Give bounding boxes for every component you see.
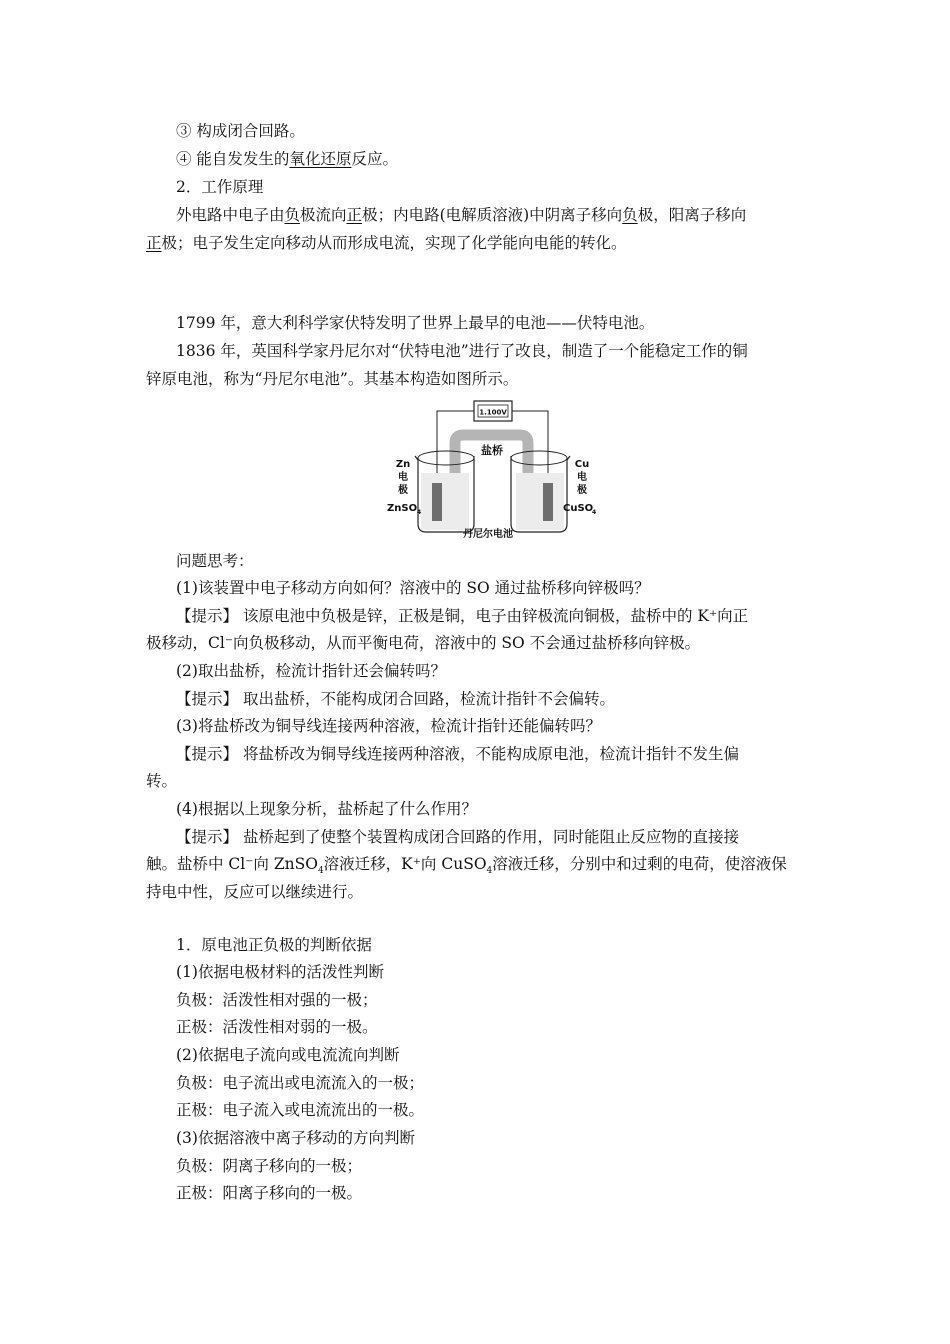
- zinc-electrode: [432, 483, 442, 521]
- cuso4-label: CuSO: [563, 503, 594, 514]
- text: 极流向: [300, 206, 347, 224]
- answer-2: [176, 688, 810, 710]
- condition-text: ④ 能自发发生的: [176, 150, 290, 168]
- principle-line-1: [176, 204, 810, 226]
- blank-answer: 负: [622, 206, 638, 224]
- answer-3-line-1: [176, 743, 810, 765]
- answer-text: 该原电池中负极是锌，正极是铜，电子由锌极流向铜极，盐桥中的 K⁺向正: [238, 607, 749, 625]
- answer-4-line-2: [146, 853, 810, 882]
- znso4-solution: [421, 473, 469, 530]
- answer-4-line-1: [176, 826, 810, 848]
- subscript: 4: [417, 509, 422, 516]
- questions-intro: 问题思考：: [176, 552, 254, 570]
- subscript: 4: [317, 866, 324, 877]
- section-heading-judgement: 1．原电池正负极的判断依据: [176, 936, 372, 954]
- cu-label: Cu: [574, 459, 590, 470]
- cu-label: 电: [577, 472, 587, 483]
- underlined-term: 氧化还原: [289, 150, 352, 168]
- judgement-negative-3: 负极：阴离子移向的一极；: [176, 1157, 363, 1175]
- judgement-negative-2: 负极：电子流出或电流流入的一极；: [176, 1074, 425, 1092]
- blank-answer: 正: [146, 234, 162, 252]
- meter-reading: 1.100V: [479, 408, 507, 417]
- left-beaker-rim: [418, 451, 474, 465]
- principle-line-2: [146, 232, 810, 254]
- answer-1-line-1: [176, 605, 810, 627]
- answer-text: 触。盐桥中 Cl⁻向 ZnSO: [146, 855, 318, 873]
- text: 极；内电路(电解质溶液)中阴离子移向: [362, 206, 623, 224]
- tip-label: 【提示】: [176, 828, 239, 846]
- copper-electrode: [543, 483, 553, 521]
- judgement-negative-1: 负极：活泼性相对强的一极；: [176, 991, 378, 1009]
- subscript: 4: [592, 509, 597, 516]
- history-paragraph-2-line-2: 锌原电池，称为“丹尼尔电池”。其基本构造如图所示。: [146, 370, 519, 388]
- zn-label: Zn: [395, 459, 411, 470]
- question-4: (4)根据以上现象分析，盐桥起了什么作用？: [176, 800, 477, 818]
- tip-label: 【提示】: [176, 607, 239, 625]
- tip-label: 【提示】: [176, 690, 239, 708]
- subscript: 4: [486, 866, 493, 877]
- condition-text: ③ 构成闭合回路。: [176, 122, 305, 140]
- judgement-criterion-1: (1)依据电极材料的活泼性判断: [176, 963, 384, 981]
- answer-4-line-3: 持电中性，反应可以继续进行。: [146, 883, 364, 901]
- cu-label: 极: [577, 485, 587, 496]
- history-paragraph-1: 1799 年，意大利科学家伏特发明了世界上最早的电池——伏特电池。: [176, 314, 655, 332]
- text: 外电路中电子由: [176, 206, 285, 224]
- tip-label: 【提示】: [176, 745, 239, 763]
- blank-answer: 负: [284, 206, 301, 224]
- question-3: (3)将盐桥改为铜导线连接两种溶液，检流计指针还能偏转吗？: [176, 717, 601, 735]
- right-beaker-rim: [511, 451, 567, 465]
- question-2: (2)取出盐桥，检流计指针还会偏转吗？: [176, 662, 446, 680]
- history-paragraph-2-line-1: 1836 年，英国科学家丹尼尔对“伏特电池”进行了改良，制造了一个能稳定工作的铜: [176, 342, 748, 360]
- judgement-positive-1: 正极：活泼性相对弱的一极。: [176, 1018, 378, 1036]
- answer-text: 溶液迁移，K⁺向 CuSO: [323, 855, 487, 873]
- answer-text: 盐桥起到了使整个装置构成闭合回路的作用，同时能阻止反应物的直接接: [238, 828, 739, 846]
- section-heading-principle: 2．工作原理: [176, 178, 264, 196]
- judgement-criterion-3: (3)依据溶液中离子移动的方向判断: [176, 1129, 415, 1147]
- answer-3-line-2: 转。: [146, 772, 178, 790]
- judgement-positive-2: 正极：电子流入或电流流出的一极。: [176, 1101, 425, 1119]
- answer-text: 将盐桥改为铜导线连接两种溶液，不能构成原电池，检流计指针不发生偏: [238, 745, 739, 763]
- zn-label: 电: [398, 472, 408, 483]
- diagram-caption: 丹尼尔电池: [463, 529, 513, 540]
- condition-item-4: [176, 148, 810, 170]
- answer-text: 溶液迁移，分别中和过剩的电荷，使溶液保: [492, 855, 787, 873]
- zn-label: 极: [398, 485, 408, 496]
- salt-bridge-label: 盐桥: [481, 444, 503, 457]
- condition-text: 反应。: [351, 150, 398, 168]
- question-1: (1)该装置中电子移动方向如何？溶液中的 SO 通过盐桥移向锌极吗？: [176, 579, 650, 597]
- judgement-criterion-2: (2)依据电子流向或电流流向判断: [176, 1046, 400, 1064]
- daniell-cell-diagram: [385, 398, 600, 540]
- cuso4-solution: [516, 473, 564, 530]
- condition-item-3: [176, 120, 810, 142]
- judgement-positive-3: 正极：阳离子移向的一极。: [176, 1184, 363, 1202]
- answer-text: 取出盐桥，不能构成闭合回路，检流计指针不会偏转。: [238, 690, 615, 708]
- znso4-label: ZnSO: [387, 503, 418, 514]
- text: 极；电子发生定向移动从而形成电流，实现了化学能向电能的转化。: [161, 234, 627, 252]
- text: 极，阳离子移向: [637, 206, 747, 224]
- blank-answer: 正: [346, 206, 363, 224]
- answer-1-line-2: 极移动，Cl⁻向负极移动，从而平衡电荷，溶液中的 SO 不会通过盐桥移向锌极。: [146, 634, 701, 652]
